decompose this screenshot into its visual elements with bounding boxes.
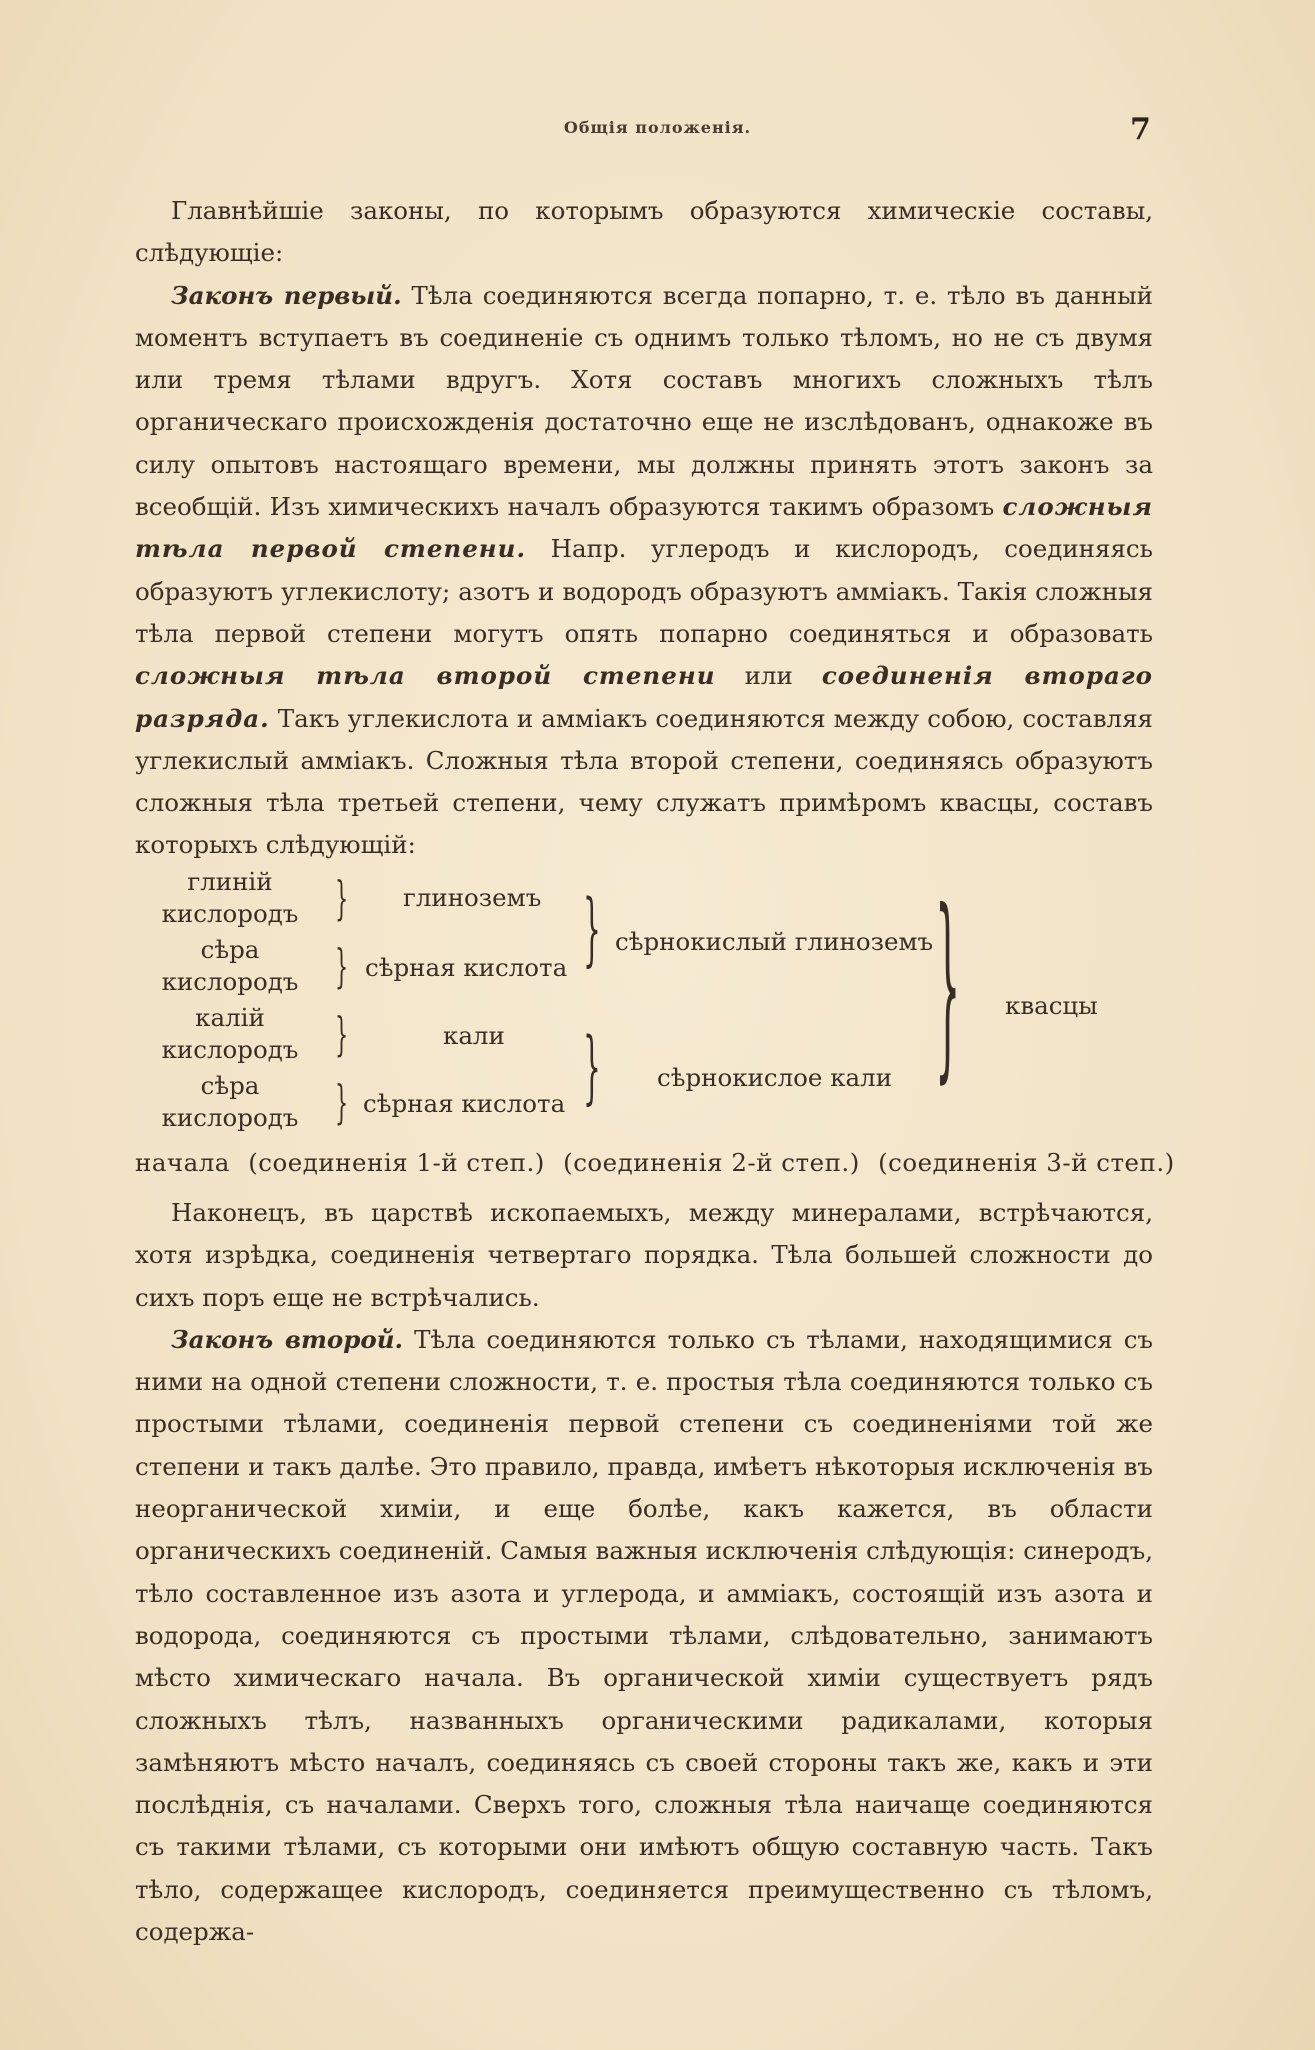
compound-potash: кали xyxy=(443,1021,505,1050)
term-first-degree: сложныя тѣла первой степени. xyxy=(135,492,1153,564)
text-block-lower xyxy=(135,1192,1153,1953)
law-one-text-c: или xyxy=(715,661,822,691)
compound-aluminium-sulfate: сѣрнокислый глиноземъ xyxy=(615,927,934,956)
term-second-degree: сложныя тѣла второй степени xyxy=(135,661,716,691)
law-one-text-d: Такъ углекислота и амміакъ соединяются между собою, составляя углекислый амміакъ. Сложныя тѣла второй степени, соединяясь образуютъ сложныя тѣла третьей степени, чему служатъ примѣромъ квасцы, составъ которыхъ слѣдующій: xyxy=(135,703,1153,860)
compound-sulfuric-acid-2: сѣрная кислота xyxy=(363,1089,566,1118)
law-one-text-a: Тѣла соединяются всегда попарно, т. е. тѣло въ данный моментъ вступаетъ въ соединеніе съ однимъ только тѣломъ, но не съ двумя или тремя тѣлами вдругъ. Хотя составъ многихъ сложныхъ тѣлъ органическаго происхожденія достаточно еще не изслѣдованъ, однакоже въ силу опытовъ настоящаго времени, мы должны принять этотъ законъ за всеобщій. Изъ химическихъ началъ образуются такимъ образомъ xyxy=(135,280,1153,522)
law-one-label: Законъ первый. xyxy=(171,280,402,310)
page-number: 7 xyxy=(1130,112,1151,147)
caption-third-degree: (соединенія 3-й степ.) xyxy=(878,1148,1175,1177)
intro-paragraph: Главнѣйшіе законы, по которымъ образуются химическіе составы, слѣдующіе: xyxy=(135,196,1153,268)
brace-1c: } xyxy=(335,1007,349,1061)
element-oxygen-2: кислородъ xyxy=(161,967,299,996)
brace-3: } xyxy=(935,868,961,1101)
alum-composition-scheme xyxy=(135,866,1185,1146)
element-potassium: калій xyxy=(195,1003,265,1032)
compound-sulfuric-acid-1: сѣрная кислота xyxy=(365,953,568,982)
brace-1d: } xyxy=(335,1075,349,1129)
brace-1a: } xyxy=(335,871,349,925)
brace-2a: } xyxy=(583,882,601,975)
compound-potassium-sulfate: сѣрнокислое кали xyxy=(657,1063,893,1092)
law-two-paragraph xyxy=(135,1319,1153,1953)
element-aluminium: глиній xyxy=(187,867,273,896)
text-block-upper xyxy=(135,190,1153,867)
caption-first-degree: (соединенія 1-й степ.) xyxy=(248,1148,545,1177)
compound-alum: квасцы xyxy=(1005,991,1098,1020)
brace-2b: } xyxy=(583,1020,601,1113)
compound-alumina: глиноземъ xyxy=(403,883,542,912)
law-two-text: Тѣла соединяются только съ тѣлами, находящимися съ ними на одной степени сложности, т. е. простыя тѣла соединяются только съ простыми тѣлами, соединенія первой степени съ соединеніями той же степени и такъ далѣе. Это правило, правда, имѣетъ нѣкоторыя исключенія въ неорганической химіи, и еще болѣе, какъ кажется, въ области органическихъ соединеній. Самыя важныя исключенія слѣдующія: синеродъ, тѣло составленное изъ азота и углерода, и амміакъ, состоящій изъ азота и водорода, соединяются съ простыми тѣлами, слѣдовательно, занимаютъ мѣсто химическаго начала. Въ органической химіи существуетъ рядъ сложныхъ тѣлъ, названныхъ органическими радикалами, которыя замѣняютъ мѣсто началъ, соединяясь съ своей стороны такъ же, какъ и эти послѣднія, съ началами. Сверхъ того, сложныя тѣла наичаще соединяются съ такими тѣлами, съ которыми они имѣютъ общую составную часть. Такъ тѣло, содержащее кислородъ, соединяется преимущественно съ тѣломъ, содержа- xyxy=(135,1324,1153,1947)
law-two-label: Законъ второй. xyxy=(171,1324,404,1354)
element-sulfur-2: сѣра xyxy=(200,1071,260,1100)
element-sulfur-1: сѣра xyxy=(200,935,260,964)
brace-1b: } xyxy=(335,939,349,993)
running-header: Общія положенія. xyxy=(563,118,752,137)
term-second-rank: соединенія втораго разряда. xyxy=(135,661,1153,733)
caption-second-degree: (соединенія 2-й степ.) xyxy=(563,1148,860,1177)
fourth-order-paragraph: Наконецъ, въ царствѣ ископаемыхъ, между минералами, встрѣчаются, хотя изрѣдка, соединенія четвертаго порядка. Тѣла большей сложности до сихъ поръ еще не встрѣчались. xyxy=(135,1198,1153,1312)
law-one-paragraph xyxy=(135,275,1153,867)
law-one-text-b: Напр. углеродъ и кислородъ, соединяясь образуютъ углекислоту; азотъ и водородъ образуютъ амміакъ. Такія сложныя тѣла первой степени могутъ опять попарно соединяться и образовать xyxy=(135,534,1153,648)
scheme-captions xyxy=(135,1148,1175,1177)
element-oxygen-3: кислородъ xyxy=(161,1035,299,1064)
element-oxygen-4: кислородъ xyxy=(161,1103,299,1132)
element-oxygen-1: кислородъ xyxy=(161,899,299,928)
caption-elements: начала xyxy=(135,1148,230,1177)
